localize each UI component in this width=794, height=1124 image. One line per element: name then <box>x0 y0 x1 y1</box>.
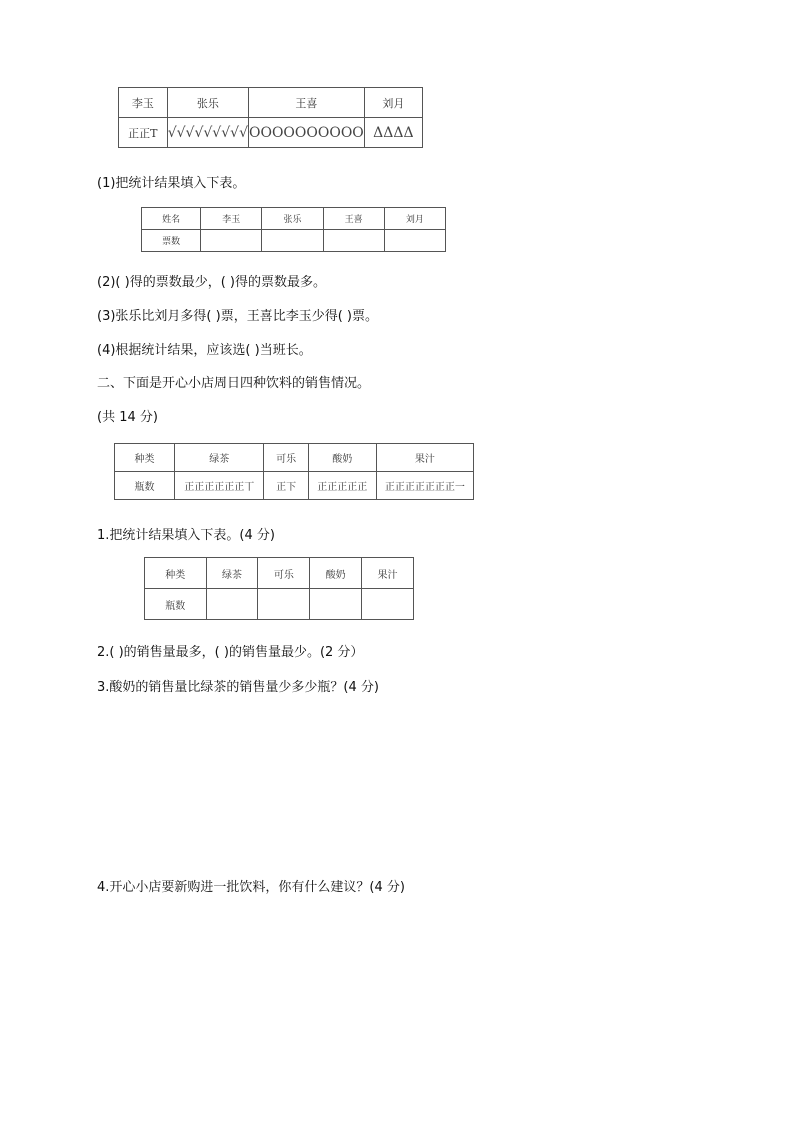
answer-cell[interactable] <box>310 589 362 620</box>
header-cell: 张乐 <box>262 208 323 230</box>
tally-cell: 正正正正正正正一 <box>376 472 473 500</box>
drink-tally-table <box>114 443 474 500</box>
header-cell: 酸奶 <box>310 558 362 589</box>
header-cell: 果汁 <box>376 444 473 472</box>
header-cell: 酸奶 <box>308 444 376 472</box>
tally-cell: 正正正正正 <box>308 472 376 500</box>
sub-question-2: 2.( )的销售量最多，( )的销售量最少。(2 分） <box>97 645 364 660</box>
name-cell: 李玉 <box>119 88 168 118</box>
tally-cell: ΔΔΔΔ <box>364 118 422 148</box>
section-2-title: 二、下面是开心小店周日四种饮料的销售情况。 <box>97 376 371 391</box>
row-label: 瓶数 <box>115 472 175 500</box>
sub-question-1: 1.把统计结果填入下表。(4 分) <box>97 528 275 543</box>
answer-cell[interactable] <box>384 230 445 252</box>
header-cell: 可乐 <box>258 558 310 589</box>
header-cell: 绿茶 <box>206 558 258 589</box>
sub-question-3: 3.酸奶的销售量比绿茶的销售量少多少瓶？(4 分) <box>97 680 379 695</box>
name-cell: 王喜 <box>249 88 365 118</box>
answer-cell[interactable] <box>258 589 310 620</box>
row-label: 票数 <box>142 230 201 252</box>
tally-cell: 正下 <box>264 472 308 500</box>
row-label: 瓶数 <box>145 589 207 620</box>
question-2: (2)( )得的票数最少，( )得的票数最多。 <box>97 275 326 290</box>
tally-cell: 正正正正正正丅 <box>175 472 264 500</box>
tally-cell: OOOOOOOOOO <box>249 118 365 148</box>
answer-cell[interactable] <box>201 230 262 252</box>
vote-tally-table <box>118 87 423 148</box>
answer-cell[interactable] <box>206 589 258 620</box>
section-2-score: (共 14 分) <box>97 410 158 425</box>
name-cell: 张乐 <box>167 88 248 118</box>
question-1: (1)把统计结果填入下表。 <box>97 176 246 191</box>
tally-cell: √√√√√√√√√ <box>167 118 248 148</box>
header-cell: 果汁 <box>362 558 414 589</box>
header-cell: 可乐 <box>264 444 308 472</box>
sub-question-4: 4.开心小店要新购进一批饮料，你有什么建议？(4 分) <box>97 880 405 895</box>
header-cell: 李玉 <box>201 208 262 230</box>
header-cell: 姓名 <box>142 208 201 230</box>
header-cell: 种类 <box>145 558 207 589</box>
header-cell: 刘月 <box>384 208 445 230</box>
header-cell: 王喜 <box>323 208 384 230</box>
vote-count-table <box>141 207 446 252</box>
answer-cell[interactable] <box>262 230 323 252</box>
drink-count-table <box>144 557 414 620</box>
header-cell: 绿茶 <box>175 444 264 472</box>
answer-cell[interactable] <box>323 230 384 252</box>
answer-cell[interactable] <box>362 589 414 620</box>
question-4: (4)根据统计结果，应该选( )当班长。 <box>97 343 312 358</box>
tally-cell: 正正T <box>119 118 168 148</box>
name-cell: 刘月 <box>364 88 422 118</box>
question-3: (3)张乐比刘月多得( )票，王喜比李玉少得( )票。 <box>97 309 378 324</box>
header-cell: 种类 <box>115 444 175 472</box>
